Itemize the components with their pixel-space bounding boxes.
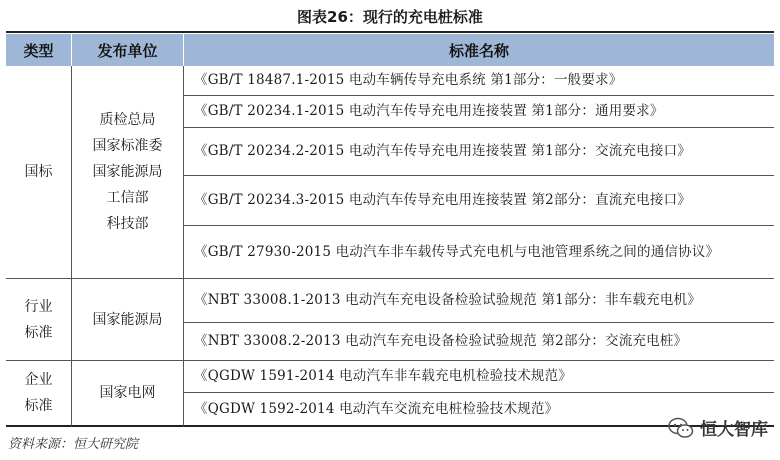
standard-row: 《NBT 33008.2-2013 电动汽车充电设备检验试验规范 第2部分：交流充电桩》	[184, 323, 774, 361]
issuer-label: 质检总局	[99, 112, 156, 128]
header-type: 类型	[6, 34, 72, 66]
group-issuer-national	[72, 66, 184, 279]
wechat-icon	[668, 417, 694, 439]
issuer-label: 国家能源局	[92, 164, 163, 180]
group-type-national	[6, 66, 72, 279]
standard-row: 《QGDW 1592-2014 电动汽车交流充电桩检验技术规范》	[184, 393, 774, 427]
group-issuer-enterprise	[72, 361, 184, 427]
issuer-label: 工信部	[106, 190, 149, 206]
source-note: 资料来源：恒大研究院	[8, 437, 139, 452]
standard-row: 《NBT 33008.1-2013 电动汽车充电设备检验试验规范 第1部分：非车载充电机》	[184, 279, 774, 323]
standard-row: 《GB/T 20234.3-2015 电动汽车传导充电用连接装置 第2部分：直流充电接口》	[184, 176, 774, 226]
group-issuer-industry	[72, 279, 184, 361]
standard-row: 《GB/T 18487.1-2015 电动车辆传导充电系统 第1部分：一般要求》	[184, 66, 774, 96]
standard-row: 《GB/T 27930-2015 电动汽车非车载传导式充电机与电池管理系统之间的通信协议》	[184, 226, 774, 279]
group-type-enterprise	[6, 361, 72, 427]
header-issuer: 发布单位	[72, 34, 184, 66]
watermark	[668, 415, 768, 440]
group-type-label: 行业 标准	[24, 298, 53, 341]
standard-row: 《QGDW 1591-2014 电动汽车非车载充电机检验技术规范》	[184, 361, 774, 393]
issuer-label: 科技部	[106, 216, 149, 232]
group-type-label: 国标	[24, 164, 53, 180]
issuer-label: 国家标准委	[92, 138, 163, 154]
issuer-label: 国家电网	[99, 385, 156, 401]
standards-table	[6, 32, 774, 427]
watermark-text: 恒大智库	[700, 420, 768, 440]
standard-row: 《GB/T 20234.2-2015 电动汽车传导充电用连接装置 第1部分：交流充电接口》	[184, 128, 774, 176]
header-standard-name: 标准名称	[184, 34, 774, 66]
standard-row: 《GB/T 20234.1-2015 电动汽车传导充电用连接装置 第1部分：通用要求》	[184, 96, 774, 128]
group-type-label: 企业 标准	[24, 372, 53, 414]
group-type-industry	[6, 279, 72, 361]
table-title: 图表26：现行的充电桩标准	[297, 8, 483, 26]
issuer-label: 国家能源局	[92, 311, 163, 328]
